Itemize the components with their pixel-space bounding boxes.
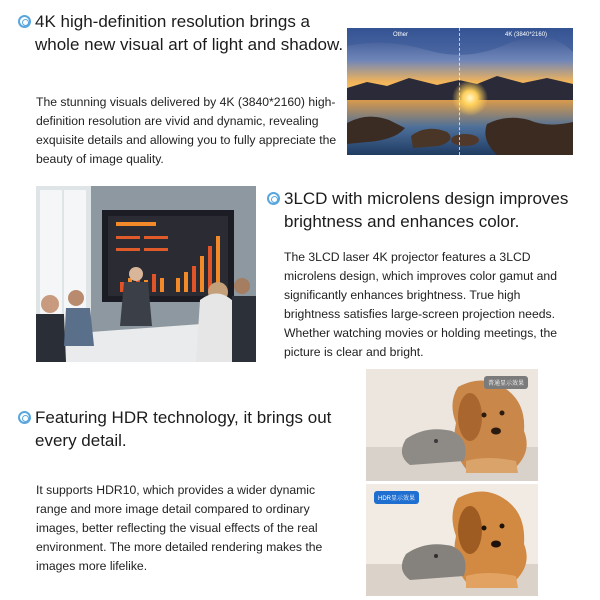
normal-display-badge: 普通显示效果 xyxy=(484,376,528,389)
section-3lcd-body: The 3LCD laser 4K projector features a 3LCD microlens design, which improves color gamut and significantly enhances brightness. True high brightness satisfies large-screen projection needs. Whether watching movies or holding meetings, the picture is clear and bright. xyxy=(284,250,558,359)
circle-bullet-icon xyxy=(267,192,280,205)
image-tag-left: Other xyxy=(393,32,409,38)
dog-cat-hdr-display-image xyxy=(366,484,538,596)
hdr-display-badge: HDR显示效果 xyxy=(374,491,419,504)
section-hdr-body: It supports HDR10, which provides a wider dynamic range and more image detail compared to ordinary images, better reflecting the visual effects of the real environment. The more detailed rendering makes the images more lifelike. xyxy=(36,483,323,573)
sunset-seascape-illustration xyxy=(347,28,573,155)
section-hdr-heading-text: Featuring HDR technology, it brings out every detail. xyxy=(35,408,332,450)
image-tag-right: 4K (3840*2160) xyxy=(505,32,548,38)
circle-bullet-icon xyxy=(18,15,31,28)
dog-cat-normal-display-image xyxy=(366,369,538,481)
section-4k-heading-text: 4K high-definition resolution brings a whole new visual art of light and shadow. xyxy=(35,12,344,54)
sunset-seascape-comparison-image xyxy=(347,28,573,155)
section-3lcd-heading xyxy=(267,187,577,233)
section-4k-heading xyxy=(18,10,348,56)
meeting-room-projection-image xyxy=(36,186,256,362)
comparison-divider xyxy=(459,28,460,155)
section-4k-body: The stunning visuals delivered by 4K (3840*2160) high-definition resolution are vivid and dynamic, revealing exquisite details and allowing you to fully appreciate the beauty of image quality. xyxy=(36,95,337,166)
meeting-room-illustration xyxy=(36,186,256,362)
section-hdr-heading xyxy=(18,406,338,452)
circle-bullet-icon xyxy=(18,411,31,424)
section-3lcd-heading-text: 3LCD with microlens design improves brightness and enhances color. xyxy=(284,189,569,231)
